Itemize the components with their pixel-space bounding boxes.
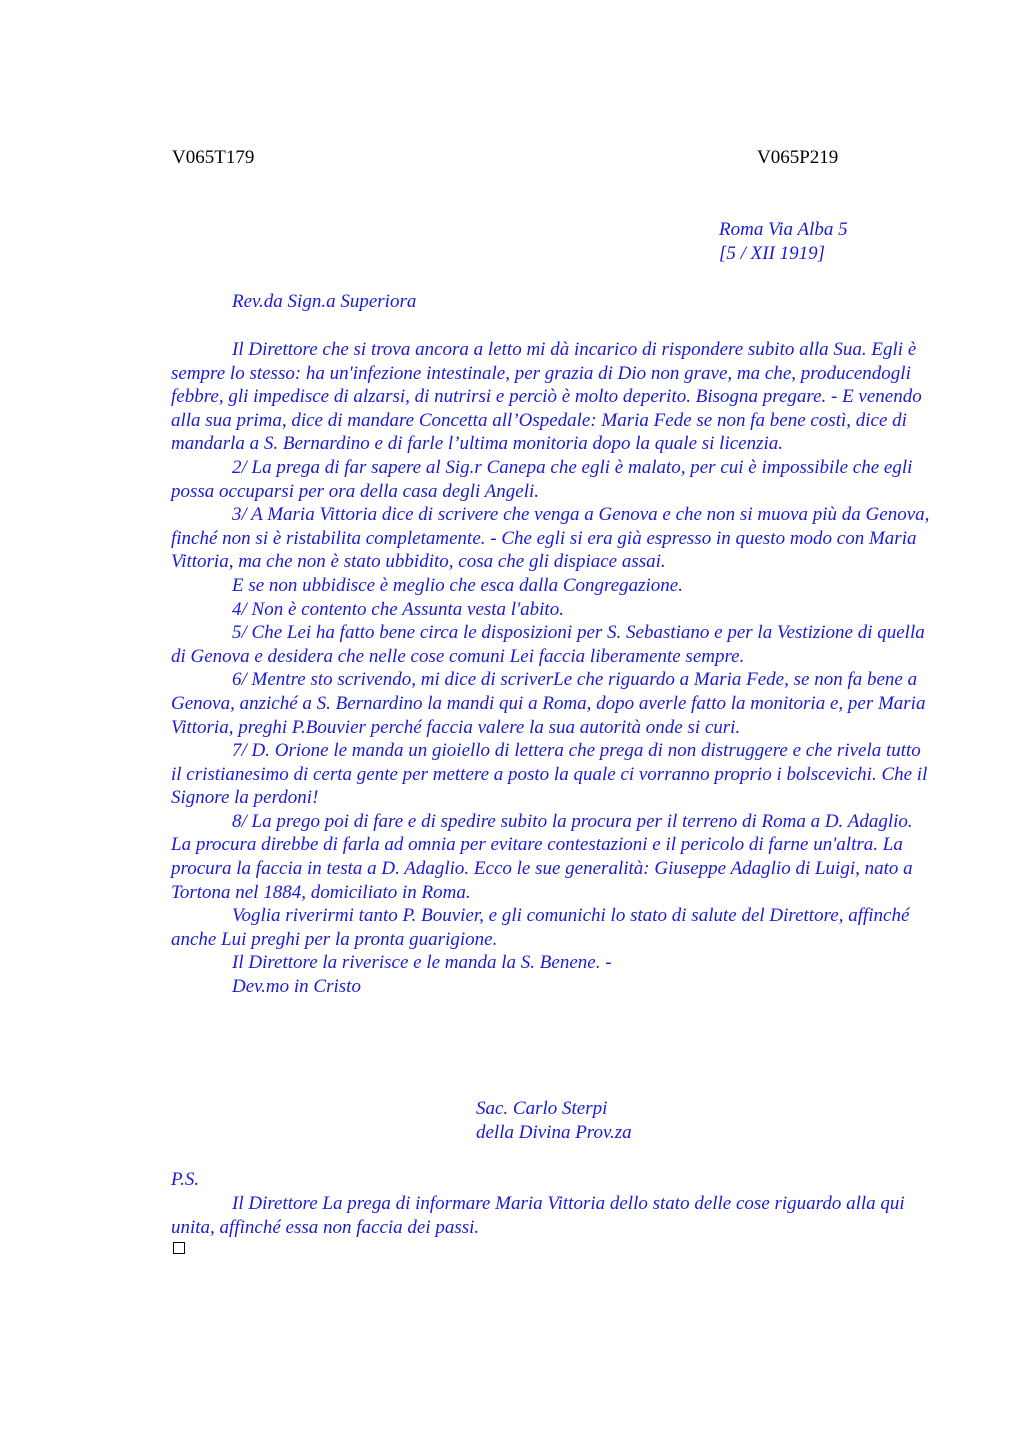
- paragraph: 7/ D. Orione le manda un gioiello di lettera che prega di non distruggere e che rivela tutto il cristianesimo di certa gente per mettere a posto la quale ci vorranno proprio i bolscevichi. Che il Signore la perdoni!: [171, 740, 928, 809]
- paragraph: E se non ubbidisce è meglio che esca dalla Congregazione.: [232, 574, 683, 596]
- paragraph: 3/ A Maria Vittoria dice di scrivere che venga a Genova e che non si muova più da Genova, finché non si è ristabilita completamente. - Che egli si era già espresso in questo modo con Maria Vittoria, ma che non è stato ubbidito, cosa che gli dispiace assai.: [171, 504, 930, 573]
- paragraph: 6/ Mentre sto scrivendo, mi dice di scriverLe che riguardo a Maria Fede, se non fa bene a Genova, anziché a S. Bernardino la mandi qui a Roma, dopo averle fatto la monitoria e, per Maria Vittoria, preghi P.Bouvier perché faccia valere la sua autorità onde si curi.: [171, 669, 926, 738]
- paragraph: 2/ La prega di far sapere al Sig.r Canepa che egli è malato, per cui è impossibile che egli possa occuparsi per ora della casa degli Angeli.: [171, 456, 913, 502]
- place-date-block: [719, 218, 848, 266]
- paragraph: Il Direttore la riverisce e le manda la S. Benene. -: [232, 952, 612, 974]
- paragraph: 8/ La prego poi di fare e di spedire subito la procura per il terreno di Roma a D. Adaglio. La procura direbbe di farla ad omnia per evitare contestazioni e il pericolo di farne un'altra. La procura la faccia in testa a D. Adaglio. Ecco le sue generalità: Giuseppe Adaglio di Luigi, nato a Tortona nel 1884, domiciliato in Roma.: [171, 810, 913, 903]
- paragraph: 4/ Non è contento che Assunta vesta l'abito.: [232, 598, 564, 620]
- paragraph: 5/ Che Lei ha fatto bene circa le disposizioni per S. Sebastiano e per la Vestizione di quella di Genova e desidera che nelle cose comuni Lei faccia liberamente sempre.: [171, 622, 925, 667]
- date-line: [5 / XII 1919]: [719, 243, 826, 264]
- salutation: Rev.da Sign.a Superiora: [232, 291, 417, 312]
- signer-title: della Divina Prov.za: [476, 1122, 632, 1143]
- paragraph: Il Direttore che si trova ancora a letto mi dà incarico di rispondere subito alla Sua. Egli è sempre lo stesso: ha un'infezione intestinale, per grazia di Dio non grave, ma che, producendogli febbre, gli impedisce di alzarsi, di nutrirsi e perciò è molto deperito. Bisogna pregare. - E venendo alla sua prima, dice di mandare Concetta all’Ospedale: Maria Fede se non fa bene costì, dice di mandarla a S. Bernardino e di farle l’ultima monitoria dopo la quale si licenzia.: [171, 339, 922, 455]
- end-mark-square: [173, 1242, 185, 1254]
- place-line: Roma Via Alba 5: [719, 219, 848, 240]
- page-code-right: V065P219: [757, 147, 839, 168]
- postscript: [171, 1168, 931, 1240]
- closing-line: Dev.mo in Cristo: [232, 976, 361, 998]
- postscript-text: Il Direttore La prega di informare Maria Vittoria dello stato delle cose riguardo alla qui unita, affinché essa non faccia dei passi.: [171, 1193, 905, 1238]
- document-code-left: V065T179: [172, 147, 255, 168]
- paragraph: Voglia riverirmi tanto P. Bouvier, e gli comunichi lo stato di salute del Direttore, affinché anche Lui preghi per la pronta guarigione.: [171, 905, 910, 950]
- letter-body: [171, 338, 931, 999]
- postscript-label: P.S.: [171, 1169, 200, 1190]
- signature-block: [476, 1097, 632, 1145]
- signer-name: Sac. Carlo Sterpi: [476, 1098, 608, 1119]
